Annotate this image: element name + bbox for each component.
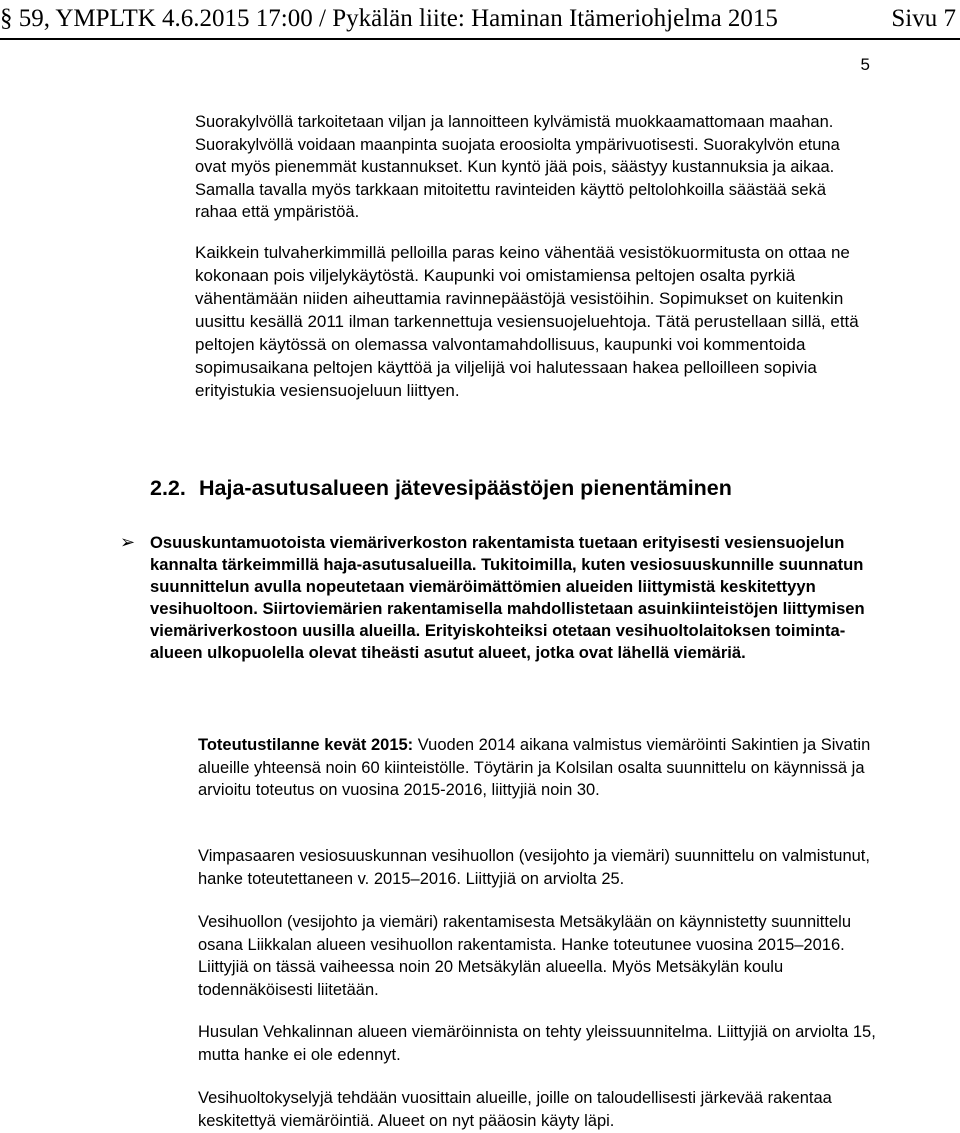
document-header: [0, 0, 960, 40]
header-meeting-info: § 59, YMPLTK 4.6.2015 17:00 / Pykälän liite: Haminan Itämeriohjelma 2015: [0, 5, 778, 32]
section-title: Haja-asutusalueen jätevesipäästöjen pienentäminen: [199, 476, 732, 500]
section-heading: [150, 476, 732, 501]
bullet-measure-text: Osuuskuntamuotoista viemäriverkoston rakentamista tuetaan erityisesti vesiensuojelun kannalta tärkeimmillä haja-asutusalueilla. Tukitoimilla, kuten vesiosuuskunnille suunnatun suunnittelun avulla nopeutetaan viemäröimättömien alueiden liittymistä keskitettyyn vesihuoltoon. Siirtoviemärien rakentamisella mahdollistetaan asuinkiinteistöjen liittymisen viemäriverkostoon uusilla alueilla. Erityiskohteiksi otetaan vesihuoltolaitoksen toiminta-alueen ulkopuolella olevat tiheästi asutut alueet, jotka ovat lähellä viemäriä.: [150, 533, 865, 662]
status-item: Vesihuollon (vesijohto ja viemäri) rakentamisesta Metsäkylään on käynnistetty suunnittelu osana Liikkalan alueen vesihuollon rakentamista. Hanke toteutunee vuosina 2015–2016. Liittyjiä on tässä vaiheessa noin 20 Metsäkylän alueella. Myös Metsäkylän koulu todennäköisesti liitetään.: [198, 913, 851, 999]
status-item-text: Vuoden 2014 aikana valmistus viemäröinti Sakintien ja Sivatin alueille yhteensä noin 60 kiinteistölle. Töytärin ja Kolsilan osalta suunnittelu on käynnissä ja arvioitu toteutus on vuosina 2015-2016, liittyjiä noin 30.: [198, 736, 871, 799]
arrow-bullet-icon: ➢: [120, 532, 136, 552]
header-page-label: Sivu 7: [891, 5, 956, 32]
status-item: [198, 734, 878, 802]
paragraph-direct-seeding: Suorakylvöllä tarkoitetaan viljan ja lannoitteen kylvämistä muokkaamattomaan maahan. Suorakylvöllä voidaan maanpinta suojata eroosiolta ympärivuotisesti. Suorakylvön etuna ovat myös pienemmät kustannukset. Kun kyntö jää pois, säästyy kustannuksia ja aikaa. Samalla tavalla myös tarkkaan mitoitettu ravinteiden käyttö peltolohkoilla säästää sekä rahaa että ympäristöä.: [195, 113, 840, 221]
section-number: 2.2.: [150, 476, 186, 500]
paragraph-flood-fields: Kaikkein tulvaherkimmillä pelloilla paras keino vähentää vesistökuormitusta on ottaa ne kokonaan pois viljelykäytöstä. Kaupunki voi omistamiensa peltojen osalta pyrkiä vähentämään niiden aiheuttamia ravinnepäästöjä vesistöihin. Sopimukset on kuitenkin uusittu kesällä 2011 ilman tarkennettuja vesiensuojeluehtoja. Tätä perustellaan sillä, että peltojen käytössä on olemassa valvontamahdollisuus, kaupunki voi kommentoida sopimusaikana peltojen käyttöä ja viljelijä voi halutessaan hakea pelloilleen sopivia erityistukia vesiensuojeluun liittyen.: [195, 243, 859, 400]
page-number: 5: [860, 55, 870, 74]
status-item: Vimpasaaren vesiosuuskunnan vesihuollon (vesijohto ja viemäri) suunnittelu on valmistunut, hanke toteutettaneen v. 2015–2016. Liittyjiä on arviolta 25.: [198, 847, 870, 888]
status-label: Toteutustilanne kevät 2015:: [198, 736, 414, 754]
status-item: Husulan Vehkalinnan alueen viemäröinnista on tehty yleissuunnitelma. Liittyjiä on arviolta 15, mutta hanke ei ole edennyt.: [198, 1023, 876, 1064]
status-item: Vesihuoltokyselyjä tehdään vuosittain alueille, joille on taloudellisesti järkevää rakentaa keskitettyä viemäröintiä. Alueet on nyt pääosin käyty läpi.: [198, 1089, 832, 1130]
